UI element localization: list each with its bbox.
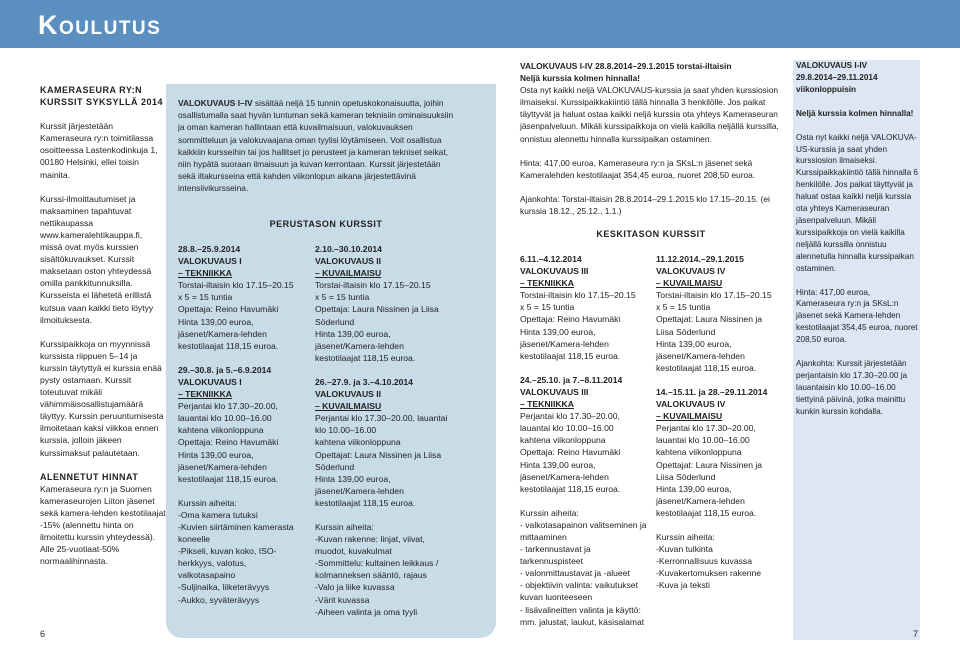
course-price: Hinta 139,00 euroa, jäsenet/Kamera-lehden kestotilaajat 118,15 euroa. [656,338,757,373]
side-offer: Neljä kurssia kolmen hinnalla! [796,108,914,118]
left-heading-3: ALENNETUT HINNAT [40,471,139,482]
left-paragraph-1: Kurssit järjestetään Kameraseura ry:n toimitilassa osoitteessa Lastenkodinkuja 1, 00180 Helsinki, ellei toisin mainita. [40,121,158,180]
course-time: Torstai-iltaisin klo 17.15–20.15 [315,280,431,291]
course-subtitle: – TEKNIIKKA [520,278,574,289]
list-item: - valonmittaustavat ja -alueet [520,568,630,579]
course-title: VALOKUVAUS IV [656,266,726,277]
course-subtitle: – KUVAILMAISU [656,411,723,422]
list-item: -Sommittelu: kultainen leikkaus / kolmanneksen sääntö, rajaus [315,558,439,581]
list-item: -Aiheen valinta ja oma tyyli [315,606,418,617]
course-topics-label: Kurssin aiheita: [520,507,579,518]
course-time: Perjantai klo 17.30–20.00, [656,423,756,434]
course-subtitle: – KUVAILMAISU [315,401,382,412]
course-teacher: Opettajat: Laura Nissinen ja Liisa Söderlund [656,459,763,482]
section-header [0,0,960,48]
left-heading-2: KURSSIT SYKSYLLÄ 2014 [40,97,164,108]
course-teacher: Opettajat: Laura Nissinen ja Liisa Söderlund [656,314,763,337]
course-card [656,386,782,592]
list-item: - lisävalineitten valinta ja käyttö: mm. jalustat, laukut, käsisalamat [520,604,645,627]
page-title: Koulutus [38,10,162,40]
course-subtitle: – KUVAILMAISU [656,278,723,289]
list-item: -Kerronnallisuus kuvassa [656,556,753,567]
intermediate-courses-col-1 [520,253,648,628]
course-card [315,376,450,618]
course-teacher: Opettaja: Reino Havumäki [178,437,279,448]
course-topics-label: Kurssin aiheita: [315,521,374,532]
course-card [178,364,306,606]
course-card [520,253,648,362]
course-hours: x 5 = 15 tuntia [178,292,233,303]
offer-text: Osta nyt kaikki neljä VALOKUVAUS-kurssia ja saat yhden kurssiosion ilmaiseksi. Kurssipaikkakiintiö tällä hinnalla 3 henkilölle. Jos paikat täyttyvät ja haluat ostaa kaikki neljä kurssia ota yhteys Kameraseuran jäsenpalveluun. Mikäli kurssipaikkoja on vielä kaikilla neljällä kurssilla, onnistuu alennettu hinnalla kurssipaikan ostaminen. [520,85,779,144]
course-time: lauantai klo 10.00–16.00 [656,435,750,446]
course-time: kahtena viikonloppuna [520,435,606,446]
list-item: - objektiivin valinta: vaikutukset kuvan luonteeseen [520,580,638,603]
list-item: - valkotasapainon valitseminen ja mittaaminen [520,519,647,542]
course-subtitle: – TEKNIIKKA [520,399,574,410]
course-date: 24.–25.10. ja 7.–8.11.2014 [520,374,623,385]
side-dates: 29.8.2014–29.11.2014 [796,72,878,82]
course-title: VALOKUVAUS II [315,389,382,400]
course-subtitle: – TEKNIIKKA [178,389,232,400]
course-title: VALOKUVAUS I [178,376,242,387]
course-teacher: Opettajat: Laura Nissinen ja Liisa Söderlund [315,449,442,472]
course-price: Hinta 139,00 euroa, jäsenet/Kamera-lehden kestotilaajat 118,15 euroa. [315,328,416,363]
list-item: -Kuvan tulkinta [656,544,713,555]
list-item: -Värit kuvassa [315,594,370,605]
course-title: VALOKUVAUS I [178,256,242,267]
course-hours: x 5 = 15 tuntia [315,292,370,303]
list-item: -Suljinaika, liiketerävyys [178,582,270,593]
course-time: lauantai klo 10.00–16.00 [178,413,272,424]
basic-courses-col-1 [178,243,306,606]
list-item: -Kuva ja teksti [656,580,710,591]
course-title: VALOKUVAUS III [520,386,589,397]
course-date: 14.–15.11. ja 28.–29.11.2014 [656,386,768,397]
list-item: -Kuvien siirtäminen kamerasta koneelle [178,521,294,545]
side-schedule: viikonloppuisin [796,84,857,94]
course-teacher: Opettaja: Reino Havumäki [520,314,621,325]
side-paragraph-1: Osta nyt kaikki neljä VALOKUVA-US-kurssia ja saat yhden kurssiosion ilmaiseksi. Kurssipaikkakiintiö tällä hinnalla 6 henkilölle. Jos paikat täyttyvät ja haluat ostaa kaikki neljä kurssia ota yhteys Kameraseuran jäsenpalveluun. Mikäli kurssipaikkoja on vielä kaikilla neljällä kurssilla onnistuu alennetulla hinnalla kurssipaikan ostaminen. [796,132,918,273]
course-subtitle: – KUVAILMAISU [315,268,382,279]
course-teacher: Opettaja: Reino Havumäki [178,304,279,315]
left-paragraph-3: Kurssipaikkoja on myynnissä kurssista riippuen 5–14 ja kurssin täytyttyä ei kurssia enää pysty ostamaan. Kurssit toteutuvat mikäli vähimmäisosallistujamäärä täyttyy. Kurssin peruuntumisesta ilmoitetaan kaksi viikkoa ennen kurssia, jolloin jäkeen kurssimaksut palautetaan. [40,338,164,458]
course-card [178,243,306,352]
course-time: Perjantai klo 17.30–20.00, lauantai klo 10.00–16.00 [315,413,448,436]
list-item: -Kuvan rakenne: linjat, viivat, muodot, kuvakulmat [315,534,425,557]
page-number-left: 6 [40,629,46,639]
course-price: Hinta 139,00 euroa, jäsenet/Kamera-lehden kestotilaajat 118,15 euroa. [520,326,621,361]
course-card [656,253,782,374]
left-heading-1: KAMERASEURA RY:N [40,85,143,95]
course-price: Hinta 139,00 euroa, jäsenet/Kamera-lehden kestotilaajat 118,15 euroa. [315,473,416,508]
intermediate-courses-col-2 [656,253,782,591]
left-paragraph-4: Kameraseura ry:n ja Suomen kameraseurojen Liiton jäsenet sekä kamera-lehden kestotilaajat -15% (alennettu hinta on ilmoitettu kurssin yhteydessä). Alle 25-vuotiaat-50% normaalihinnasta. [40,483,166,567]
course-hours: x 5 = 15 tuntia [656,302,711,313]
offer-price: Hinta: 417,00 euroa, Kameraseura ry:n ja SKsL:n jäsenet sekä Kameralehden kestotilaajat 354,45 euroa, nuoret 208,50 euroa. [520,157,756,180]
intermediate-courses-heading: KESKITASON KURSSIT [596,229,706,239]
course-time: Perjantai klo 17.30–20.00, [178,401,278,412]
list-item: -Aukko, syväterävyys [178,594,260,605]
course-time: Torstai-iltaisin klo 17.15–20.15 [656,290,772,301]
course-time: kahtena viikonloppuna [178,425,264,436]
course-time: kahtena viikonloppuna [656,447,742,458]
basic-courses-col-2 [315,243,450,618]
basic-courses-heading: PERUSTASON KURSSIT [269,219,383,229]
course-title: VALOKUVAUS III [520,266,589,277]
list-item: -Kuvakertomuksen rakenne [656,568,762,579]
side-paragraph-3: Ajankohta: Kurssit järjestetään perjantaisin klo 17.30–20.00 ja lauantaisin klo 10.00–16.00 tiettyinä päivinä, jotka mainittu kunkin kurssin kohdalla. [796,359,908,416]
course-card [315,243,450,364]
course-subtitle: – TEKNIIKKA [178,268,232,279]
course-topics-label: Kurssin aiheita: [178,497,237,508]
course-title: VALOKUVAUS II [315,256,382,267]
left-column [40,84,166,579]
course-time: Torstai-iltaisin klo 17.15–20.15 [520,290,636,301]
course-date: 29.–30.8. ja 5.–6.9.2014 [178,364,272,375]
course-time: Perjantai klo 17.30–20.00, lauantai klo 10.00–16.00 [520,411,620,434]
course-price: Hinta 139,00 euroa, jäsenet/Kamera-lehden kestotilaajat 118,15 euroa. [520,459,621,494]
panel-intro-bold: VALOKUVAUS I–IV [178,98,253,108]
course-teacher: Opettaja: Laura Nissinen ja Liisa Söderlund [315,304,439,327]
list-item: -Valo ja liike kuvassa [315,582,395,593]
course-time: kahtena viikonloppuna [315,437,401,448]
course-date: 2.10.–30.10.2014 [315,244,382,254]
course-date: 28.8.–25.9.2014 [178,244,241,254]
offer-schedule: Ajankohta: Torstai-iltaisin 28.8.2014–29.1.2015 klo 17.15–20.15. (ei kurssia 18.12., 25.12., 1.1.) [520,193,770,216]
course-date: 6.11.–4.12.2014 [520,254,582,264]
course-title: VALOKUVAUS IV [656,399,726,410]
course-teacher: Opettaja: Reino Havumäki [520,447,621,458]
course-card [520,374,648,628]
page-number-right: 7 [913,629,919,639]
package-offer [520,60,782,217]
list-item: - tarkennustavat ja tarkennuspisteet [520,544,591,567]
course-hours: x 5 = 15 tuntia [520,302,575,313]
offer-subheading: Neljä kurssia kolmen hinnalla! [520,73,641,84]
panel-intro-text: sisältää neljä 15 tunnin opetuskokonaisuutta, joihin osallistumalla saat hyvän tuntuman sekä kameran teknisiin ominaisuuksiin ja oman kameran hallintaan että kuvailmaisuun, valokuvauksen sommitteluun ja valokuvaajana oman tyylisi löytämiseen. Voit osallistua kaikkiin kursseihin tai jos hallitset jo perusteet ja kameran tekniset seikat, niin hypätä suoraan ilmaisuun ja kuvan kerrontaan. Kurssit järjestetään sekä iltakursseina että kahden viikonlopun aikana järjestettävinä intensiivikursseina. [178,98,454,194]
list-item: -Pikseli, kuvan koko, ISO-herkkyys, valotus, valkotasapaino [178,546,277,581]
weekend-offer-text [796,60,920,430]
offer-heading: VALOKUVAUS I-IV 28.8.2014–29.1.2015 torstai-iltaisin [520,61,732,71]
course-price: Hinta 139,00 euroa, jäsenet/Kamera-lehden kestotilaajat 118,15 euroa. [178,316,279,351]
course-date: 26.–27.9. ja 3.–4.10.2014 [315,376,413,387]
course-price: Hinta 139,00 euroa, jäsenet/Kamera-lehden kestotilaajat 118,15 euroa. [178,449,279,484]
course-topics-label: Kurssin aiheita: [656,531,715,542]
course-date: 11.12.2014.–29.1.2015 [656,254,744,264]
course-price: Hinta 139,00 euroa, jäsenet/Kamera-lehden kestotilaajat 118,15 euroa. [656,483,757,518]
course-time: Torstai-iltaisin klo 17.15–20.15 [178,280,294,291]
side-heading: VALOKUVAUS I-IV [796,61,868,70]
panel-intro [178,97,454,195]
left-paragraph-2: Kurssi-ilmoittautumiset ja maksaminen tapahtuvat nettikaupassa www.kameralehtikauppa.fi, missä ovat myös kurssien sisältökuvaukset. Kurssit maksetaan oston yhteydessä omilla pankkitunnuksilla. Kursseista ei lähetetä erillistä kutsua vaan kaikki tieto löytyy ilmoituksesta. [40,193,154,325]
list-item: -Oma kamera tutuksi [178,509,258,520]
side-paragraph-2: Hinta: 417,00 euroa, Kameraseura ry:n ja SKsL:n jäsenet sekä Kamera-lehden kestotilaajat 354,45 euroa, nuoret 208,50 euroa. [796,287,918,345]
